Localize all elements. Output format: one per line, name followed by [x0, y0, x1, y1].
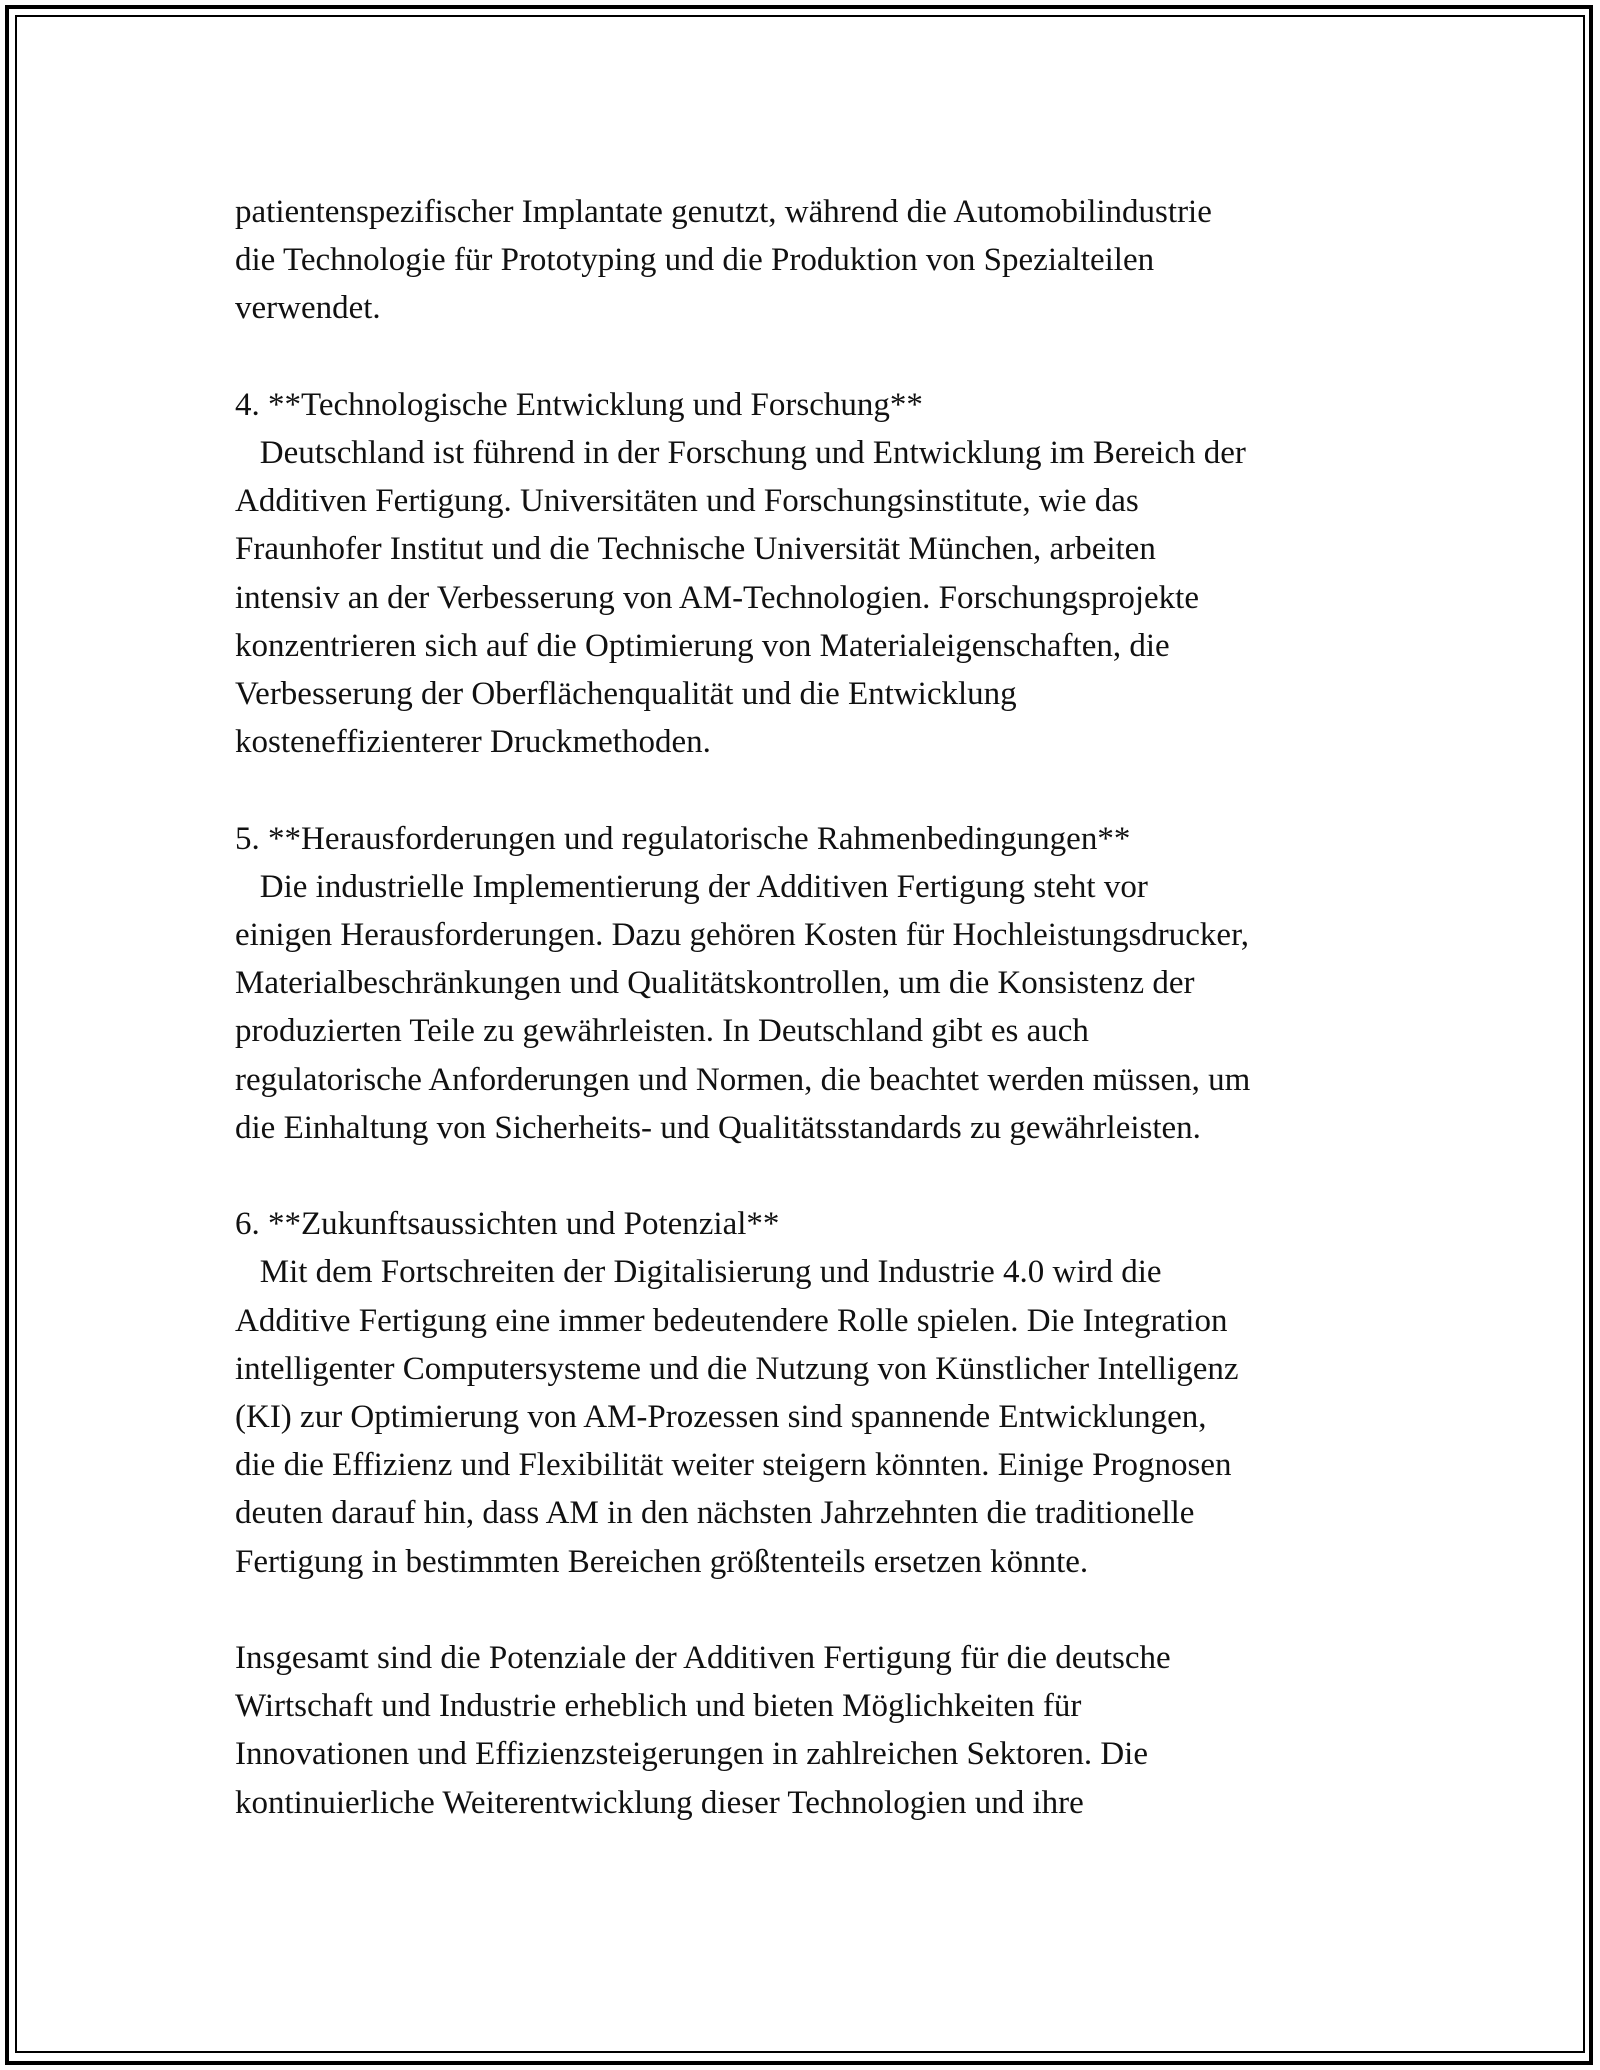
- text-line: produzierten Teile zu gewährleisten. In Deutschland gibt es auch: [235, 1013, 1089, 1050]
- text-line: deuten darauf hin, dass AM in den nächsten Jahrzehnten die traditionelle: [235, 1495, 1195, 1532]
- text-line: intelligenter Computersysteme und die Nutzung von Künstlicher Intelligenz: [235, 1350, 1239, 1387]
- text-line: Verbesserung der Oberflächenqualität und die Entwicklung: [235, 676, 1017, 713]
- text-line: Additive Fertigung eine immer bedeutendere Rolle spielen. Die Integration: [235, 1302, 1228, 1339]
- text-line: die Technologie für Prototyping und die Produktion von Spezialteilen: [235, 242, 1155, 279]
- section-5: [235, 815, 1395, 1152]
- text-line: Deutschland ist führend in der Forschung und Entwicklung im Bereich der: [235, 435, 1246, 471]
- paragraph-continuation: [235, 188, 1395, 333]
- text-line: die die Effizienz und Flexibilität weiter steigern könnten. Einige Prognosen: [235, 1447, 1232, 1484]
- text-line: Materialbeschränkungen und Qualitätskontrollen, um die Konsistenz der: [235, 965, 1195, 1002]
- text-line: Wirtschaft und Industrie erheblich und bieten Möglichkeiten für: [235, 1688, 1082, 1725]
- section-heading: 6. **Zukunftsaussichten und Potenzial**: [235, 1206, 780, 1243]
- text-line: kosteneffizienterer Druckmethoden.: [235, 724, 711, 761]
- section-6: [235, 1200, 1395, 1586]
- text-line: regulatorische Anforderungen und Normen, die beachtet werden müssen, um: [235, 1061, 1251, 1098]
- text-line: Die industrielle Implementierung der Additiven Fertigung steht vor: [235, 868, 1148, 905]
- text-line: Innovationen und Effizienzsteigerungen in zahlreichen Sektoren. Die: [235, 1736, 1148, 1773]
- text-line: verwendet.: [235, 290, 381, 327]
- section-heading: 5. **Herausforderungen und regulatorische Rahmenbedingungen**: [235, 820, 1131, 857]
- text-line: intensiv an der Verbesserung von AM-Technologien. Forschungsprojekte: [235, 579, 1199, 616]
- text-line: kontinuierliche Weiterentwicklung dieser Technologien und ihre: [235, 1784, 1084, 1821]
- text-line: Fertigung in bestimmten Bereichen größtenteils ersetzen könnte.: [235, 1543, 1089, 1580]
- text-line: (KI) zur Optimierung von AM-Prozessen sind spannende Entwicklungen,: [235, 1399, 1207, 1436]
- paragraph-conclusion: [235, 1634, 1395, 1827]
- section-4: [235, 381, 1395, 767]
- text-line: patientenspezifischer Implantate genutzt, während die Automobilindustrie: [235, 194, 1212, 230]
- document-body: [235, 188, 1395, 1875]
- text-line: Insgesamt sind die Potenziale der Additiven Fertigung für die deutsche: [235, 1640, 1171, 1677]
- text-line: Fraunhofer Institut und die Technische Universität München, arbeiten: [235, 531, 1156, 568]
- text-line: einigen Herausforderungen. Dazu gehören Kosten für Hochleistungsdrucker,: [235, 917, 1249, 954]
- text-line: die Einhaltung von Sicherheits- und Qualitätsstandards zu gewährleisten.: [235, 1109, 1201, 1146]
- text-line: Additiven Fertigung. Universitäten und Forschungsinstitute, wie das: [235, 483, 1139, 520]
- section-heading: 4. **Technologische Entwicklung und Forschung**: [235, 386, 923, 423]
- text-line: konzentrieren sich auf die Optimierung von Materialeigenschaften, die: [235, 627, 1170, 664]
- text-line: Mit dem Fortschreiten der Digitalisierung und Industrie 4.0 wird die: [235, 1254, 1162, 1291]
